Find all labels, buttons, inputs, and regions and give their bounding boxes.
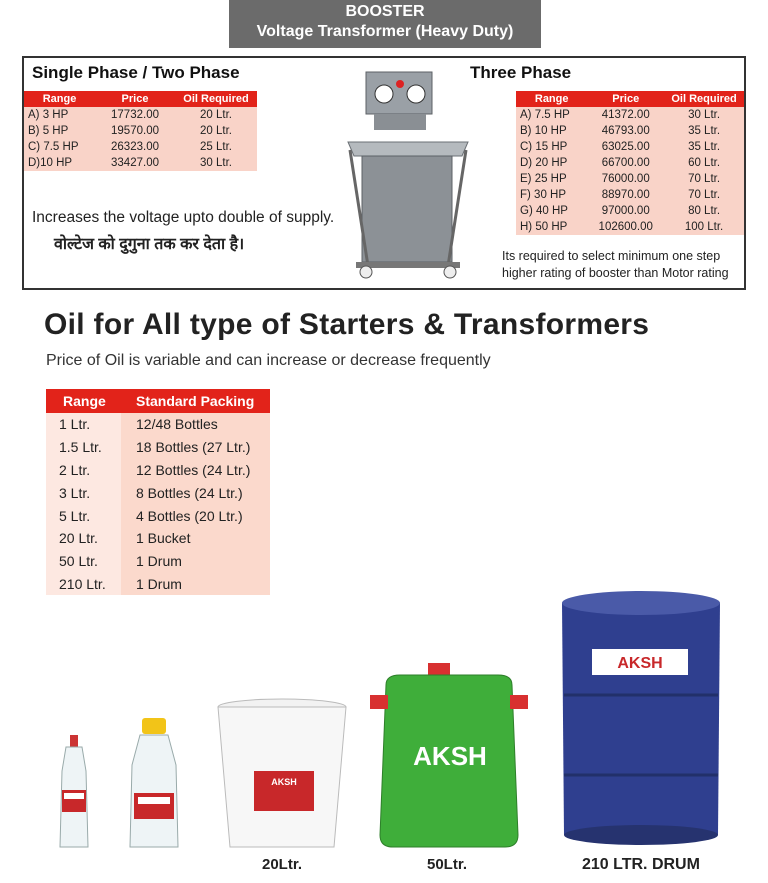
table-row (46, 481, 270, 504)
table-cell: H) 50 HP (516, 219, 587, 235)
table-cell: 12 Bottles (24 Ltr.) (121, 459, 270, 482)
table-cell: 20 Ltr. (175, 123, 257, 139)
table-cell: 102600.00 (587, 219, 664, 235)
table-cell: 41372.00 (587, 107, 664, 123)
oil-subtitle: Price of Oil is variable and can increase or decrease frequently (46, 352, 491, 369)
table-cell: A) 7.5 HP (516, 107, 587, 123)
column-header: Range (24, 91, 95, 107)
table-cell: 5 Ltr. (46, 504, 121, 527)
table-row (24, 107, 257, 123)
table-cell: E) 25 HP (516, 171, 587, 187)
table-cell: 66700.00 (587, 155, 664, 171)
table-cell: 2 Ltr. (46, 459, 121, 482)
table-cell: 70 Ltr. (664, 171, 744, 187)
drum-210ltr-image (562, 591, 720, 845)
table-row (516, 171, 744, 187)
bottle-2ltr-image (130, 718, 178, 847)
table-cell: C) 7.5 HP (24, 139, 95, 155)
bucket-brand-label: AKSH (271, 777, 297, 787)
table-cell: G) 40 HP (516, 203, 587, 219)
table-row (46, 459, 270, 482)
single-phase-title: Single Phase / Two Phase (32, 63, 240, 82)
table-cell: B) 10 HP (516, 123, 587, 139)
table-cell: 46793.00 (587, 123, 664, 139)
table-cell: 17732.00 (95, 107, 175, 123)
table-cell: 1 Drum (121, 573, 270, 596)
increase-text: Increases the voltage upto double of supply. (32, 209, 335, 226)
table-cell: 20 Ltr. (46, 527, 121, 550)
table-cell: 35 Ltr. (664, 139, 744, 155)
table-row (46, 436, 270, 459)
table-row (24, 155, 257, 171)
table-row (46, 413, 270, 436)
table-cell: C) 15 HP (516, 139, 587, 155)
table-cell: A) 3 HP (24, 107, 95, 123)
table-row (46, 504, 270, 527)
table-cell: 30 Ltr. (175, 155, 257, 171)
hindi-text: वोल्टेज को दुगुना तक कर देता है। (54, 236, 245, 253)
three-phase-table (516, 91, 744, 235)
table-cell: 63025.00 (587, 139, 664, 155)
table-row (46, 527, 270, 550)
banner-subtitle: Voltage Transformer (Heavy Duty) (256, 23, 514, 40)
table-row (516, 203, 744, 219)
column-header: Price (587, 91, 664, 107)
caption-50ltr: 50Ltr. (427, 856, 468, 873)
can-brand-label: AKSH (413, 741, 487, 771)
single-phase-table (24, 91, 257, 171)
table-cell: 26323.00 (95, 139, 175, 155)
column-header: Range (516, 91, 587, 107)
column-header: Oil Required (175, 91, 257, 107)
oil-title: Oil for All type of Starters & Transformers (44, 308, 650, 341)
table-cell: 3 Ltr. (46, 481, 121, 504)
column-header: Oil Required (664, 91, 744, 107)
table-cell: 8 Bottles (24 Ltr.) (121, 481, 270, 504)
table-cell: 60 Ltr. (664, 155, 744, 171)
table-cell: 18 Bottles (27 Ltr.) (121, 436, 270, 459)
table-cell: 50 Ltr. (46, 550, 121, 573)
column-header: Standard Packing (121, 389, 270, 413)
table-row (46, 550, 270, 573)
drum-brand-label: AKSH (617, 655, 663, 672)
table-cell: D)10 HP (24, 155, 95, 171)
table-cell: 33427.00 (95, 155, 175, 171)
table-cell: 1 Drum (121, 550, 270, 573)
table-cell: 19570.00 (95, 123, 175, 139)
table-row (516, 155, 744, 171)
caption-210ltr: 210 LTR. DRUM (582, 856, 700, 873)
table-cell: 80 Ltr. (664, 203, 744, 219)
table-cell: 25 Ltr. (175, 139, 257, 155)
table-cell: B) 5 HP (24, 123, 95, 139)
table-cell: 1 Ltr. (46, 413, 121, 436)
table-cell: 12/48 Bottles (121, 413, 270, 436)
oil-packing-table (46, 389, 270, 595)
table-row (516, 107, 744, 123)
banner-title: BOOSTER (345, 3, 425, 20)
rating-note: Its required to select minimum one step higher rating of booster than Motor rating (502, 249, 729, 280)
three-phase-title: Three Phase (470, 63, 572, 82)
table-cell: D) 20 HP (516, 155, 587, 171)
bucket-20ltr-image (218, 699, 346, 847)
bottle-1ltr-image (60, 735, 88, 847)
table-cell: 76000.00 (587, 171, 664, 187)
table-cell: F) 30 HP (516, 187, 587, 203)
table-cell: 1 Bucket (121, 527, 270, 550)
table-cell: 210 Ltr. (46, 573, 121, 596)
table-cell: 97000.00 (587, 203, 664, 219)
table-cell: 20 Ltr. (175, 107, 257, 123)
table-row (24, 123, 257, 139)
table-row (516, 187, 744, 203)
can-50ltr-image (370, 663, 528, 847)
table-row (516, 219, 744, 235)
table-row (516, 123, 744, 139)
table-cell: 100 Ltr. (664, 219, 744, 235)
table-cell: 88970.00 (587, 187, 664, 203)
table-cell: 1.5 Ltr. (46, 436, 121, 459)
column-header: Range (46, 389, 121, 413)
table-cell: 35 Ltr. (664, 123, 744, 139)
column-header: Price (95, 91, 175, 107)
table-row (24, 139, 257, 155)
table-cell: 30 Ltr. (664, 107, 744, 123)
top-banner (229, 0, 541, 48)
caption-20ltr: 20Ltr. (262, 856, 303, 873)
booster-machine-image (344, 70, 474, 280)
table-cell: 4 Bottles (20 Ltr.) (121, 504, 270, 527)
table-row (516, 139, 744, 155)
booster-panel (22, 56, 746, 290)
product-images (50, 585, 750, 855)
table-cell: 70 Ltr. (664, 187, 744, 203)
